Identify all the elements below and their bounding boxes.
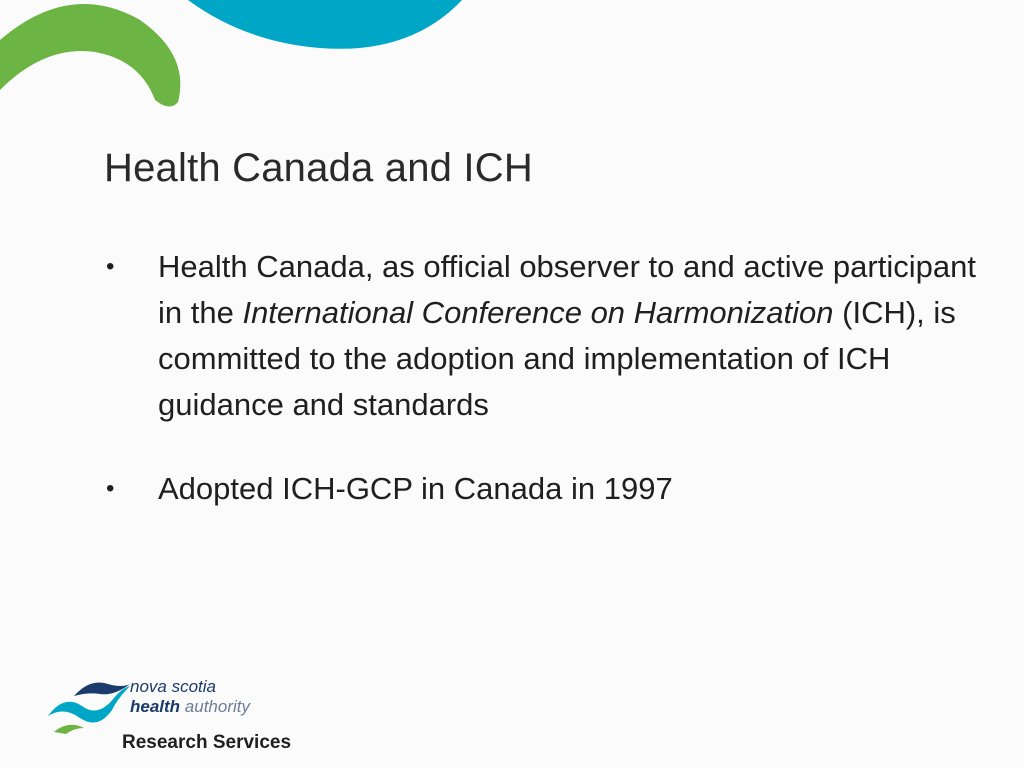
bullet-item [104,244,984,428]
bullet-text: Health Canada, as official observer to and active participant in the [158,249,976,330]
wave-logo-icon [44,676,130,736]
logo-text-authority: authority [184,697,250,716]
bullet-list [104,244,984,512]
nova-scotia-health-logo [44,672,304,762]
bullet-marker: • [106,475,115,502]
logo-text-research-services: Research Services [122,732,292,753]
logo-text-health: health [130,697,181,716]
teal-arc-shape [188,0,462,49]
bullet-text-continued: (ICH), is committed to the adoption and implementation of ICH guidance and standards [158,295,956,422]
logo-text-nova-scotia: nova scotia [130,677,216,696]
bullet-italic-text: International Conference on Harmonization [242,295,834,330]
bullet-marker: • [106,253,115,280]
decorative-header-shapes [0,0,520,120]
logo-text-health-authority [130,697,250,717]
slide-title: Health Canada and ICH [104,146,533,190]
green-arc-shape [0,4,180,107]
bullet-item [104,466,984,512]
bullet-text: Adopted ICH-GCP in Canada in 1997 [158,471,673,506]
